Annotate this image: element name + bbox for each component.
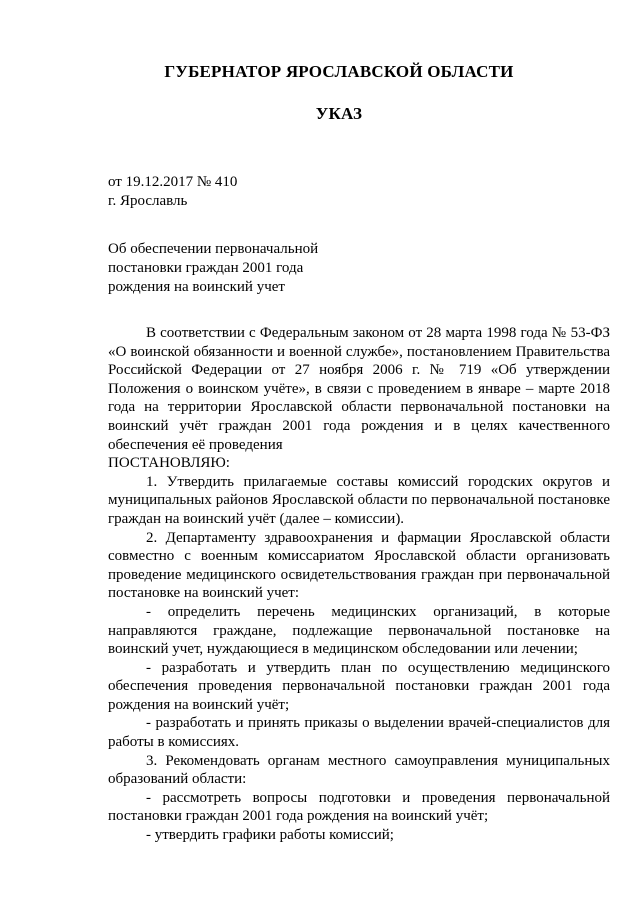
subject-line: Об обеспечении первоначальной [108, 241, 319, 257]
document-type-title: УКАЗ [315, 104, 363, 123]
item-paragraph: 3. Рекомендовать органам местного самоуправления муниципальных образований области: [108, 752, 610, 788]
decree-subject [108, 240, 368, 297]
item-paragraph: - рассмотреть вопросы подготовки и проведения первоначальной постановки граждан 2001 года рождения на воинский учёт; [108, 789, 610, 825]
decree-word: ПОСТАНОВЛЯЮ: [108, 455, 230, 472]
item-paragraph: - определить перечень медицинских организаций, в которые направляются граждане, подлежащие первоначальной постановке на воинский учет, нуждающиеся в медицинском обследовании или лечении; [108, 603, 610, 658]
decree-city: г. Ярославль [108, 193, 188, 209]
subject-line: рождения на воинский учет [108, 279, 285, 295]
decree-date-number: от 19.12.2017 № 410 [108, 174, 238, 190]
subject-line: постановки граждан 2001 года [108, 260, 304, 276]
item-paragraph: - утвердить графики работы комиссий; [146, 827, 394, 844]
item-paragraph: - разработать и утвердить план по осуществлению медицинского обеспечения проведения первоначальной постановки граждан 2001 года рождения на воинский учёт; [108, 659, 610, 713]
item-paragraph: 1. Утвердить прилагаемые составы комиссий городских округов и муниципальных районов Ярославской области по первоначальной постановке граждан на воинский учёт (далее – комиссии). [108, 473, 610, 527]
preamble-paragraph: В соответствии с Федеральным законом от 28 марта 1998 года № 53-ФЗ «О воинской обязанности и военной службе», постановлением Правительства Российской Федерации от 27 ноября 2006 г. № 719 «Об утверждении Положения о воинском учёте», в связи с проведением в январе – марте 2018 года на территории Ярославской области первоначальной постановки на воинский учёт граждан 2001 года рождения и в целях качественного обеспечения её проведения [108, 325, 610, 453]
item-paragraph: 2. Департаменту здравоохранения и фармации Ярославской области совместно с военным комиссариатом Ярославской области организовать проведение медицинского освидетельствования граждан при первоначальной постановке на воинский учет: [108, 529, 610, 602]
decree-body [108, 324, 610, 845]
item-paragraph: - разработать и принять приказы о выделении врачей-специалистов для работы в комиссиях. [108, 715, 610, 751]
governor-title: ГУБЕРНАТОР ЯРОСЛАВСКОЙ ОБЛАСТИ [164, 62, 514, 81]
